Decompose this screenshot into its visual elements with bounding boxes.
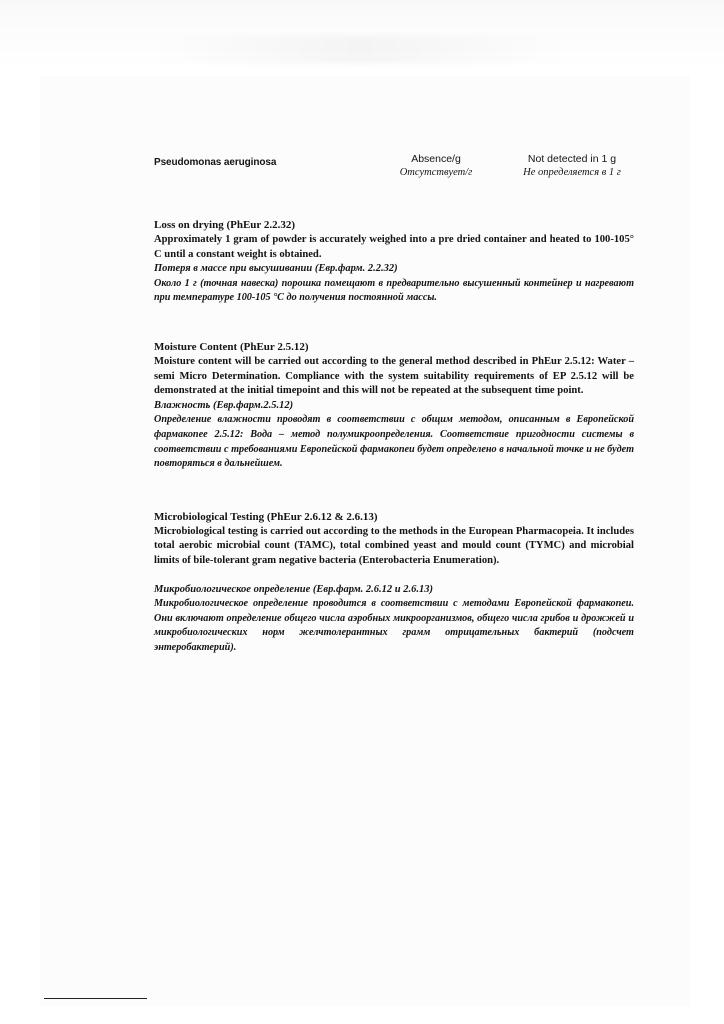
test-result bbox=[502, 152, 642, 180]
section-title-en: Loss on drying (PhEur 2.2.32) bbox=[154, 219, 295, 231]
section-loss-on-drying bbox=[154, 218, 634, 306]
section-title-ru: Потеря в массе при высушивании (Евр.фарм. 2.2.32) bbox=[154, 263, 398, 275]
criteria-en: Absence/g bbox=[411, 153, 461, 165]
footnote-separator bbox=[44, 998, 147, 999]
result-ru: Не определяется в 1 г bbox=[523, 167, 621, 178]
scan-bleed-through bbox=[150, 36, 570, 64]
section-title-en: Microbiological Testing (PhEur 2.6.12 & 2.6.13) bbox=[154, 510, 378, 523]
section-body-en: Moisture content will be carried out according to the general method described in PhEur 2.5.12: Water – semi Micro Determination. Compliance with the system suitability requirements of EP 2.5.12 will be demonstrated at the initial timepoint and this will not be repeated at the subsequent time point. bbox=[154, 355, 634, 397]
section-title-en: Moisture Content (PhEur 2.5.12) bbox=[154, 340, 309, 353]
section-body-ru: Микробиологическое определение проводится в соответствии с методами Европейской фармакопеи. Они включают определение общего числа аэробных микроорганизмов, общего числа грибов и дрожжей и микробиологических норм желчтолерантных грамм отрицательных бактерий (подсчет энтеробактерий). bbox=[154, 598, 634, 653]
section-body-en: Microbiological testing is carried out according to the methods in the European Pharmacopeia. It includes total aerobic microbial count (TAMC), total combined yeast and mould count (TYMC) and microbial limits of bile-tolerant gram negative bacteria (Enterobacteria Enumeration). bbox=[154, 525, 634, 566]
criteria-ru: Отсутствует/г bbox=[399, 167, 473, 178]
organism-name: Pseudomonas aeruginosa bbox=[154, 157, 277, 168]
section-body-ru: Определение влажности проводят в соответствии с общим методом, описанным в Европейской фармакопее 2.5.12: Вода – метод полумикроопределения. Соответствие пригодности системы в соответствии с требованиями Европейской фармакопеи будет определено в начальной точке и не будет повторяться в дальнейшем. bbox=[154, 414, 634, 470]
section-moisture-content bbox=[154, 340, 634, 472]
section-body-en: Approximately 1 gram of powder is accurately weighed into a pre dried container and heated to 100-105° C until a constant weight is obtained. bbox=[154, 234, 634, 260]
result-en: Not detected in 1 g bbox=[527, 153, 617, 165]
section-title-ru: Влажность (Евр.фарм.2.5.12) bbox=[154, 399, 294, 411]
document-body bbox=[154, 152, 634, 655]
specification-row bbox=[154, 152, 634, 186]
section-body-ru: Около 1 г (точная навеска) порошка помещают в предварительно высушенный контейнер и нагревают при температуре 100-105 °С до получения постоянной массы. bbox=[154, 277, 634, 304]
section-title-ru: Микробиологическое определение (Евр.фарм. 2.6.12 и 2.6.13) bbox=[154, 583, 434, 595]
section-microbiological-testing bbox=[154, 510, 634, 656]
acceptance-criteria bbox=[376, 152, 496, 180]
